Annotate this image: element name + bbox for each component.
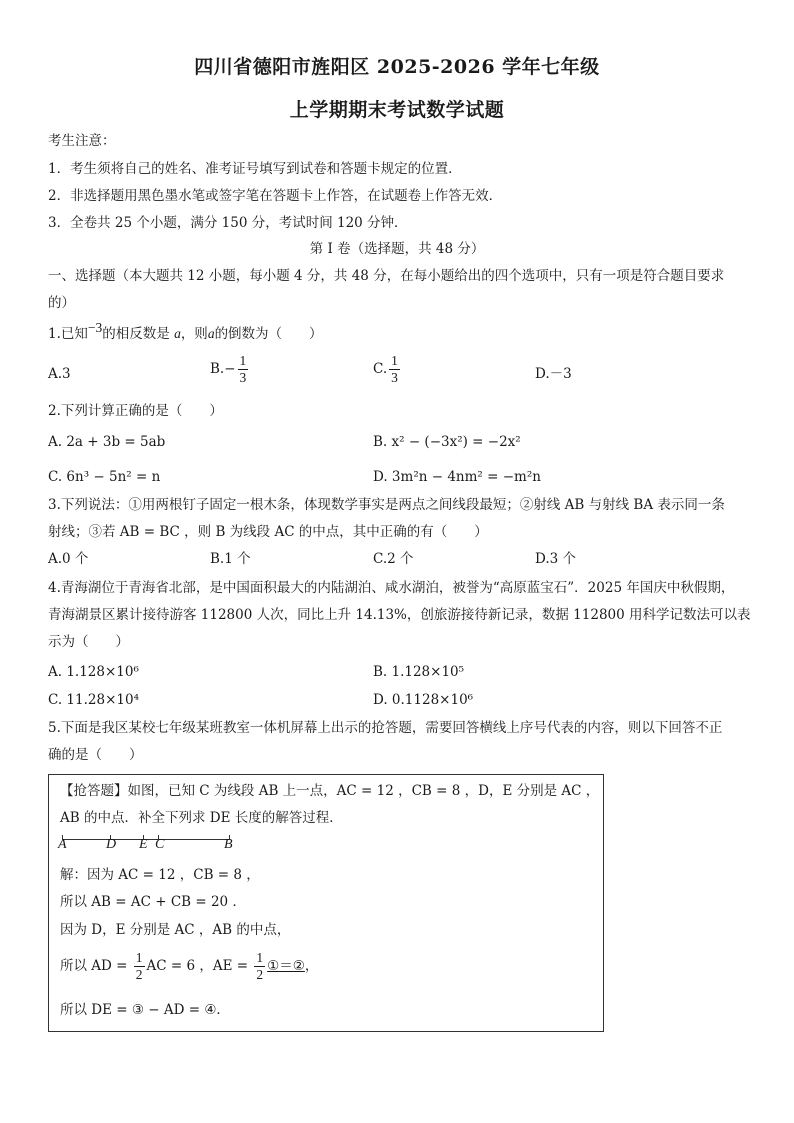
exam-title-line1: 四川省德阳市旌阳区 2025-2026 学年七年级 xyxy=(194,56,600,78)
q3-stem-line2: 射线；③若 AB = BC ，则 B 为线段 AC 的中点，其中正确的有（ ） xyxy=(48,524,488,540)
box-question-line1: 【抢答题】如图，已知 C 为线段 AB 上一点，AC = 12 ，CB = 8 ，D，E 分别是 AC ， xyxy=(60,783,600,799)
q1-var-a2: a xyxy=(207,326,215,341)
q4-stem-line3: 示为（ ） xyxy=(48,634,129,650)
q3-option-b: B.1 个 xyxy=(210,551,251,567)
part1-heading: 第 I 卷（选择题，共 48 分） xyxy=(309,241,485,257)
point-d-label: D xyxy=(106,837,117,852)
q1-option-b-fraction xyxy=(238,353,249,386)
q4-stem-line2: 青海湖景区累计接待游客 112800 人次，同比上升 14.13%，创旅游接待新记录，数据 112800 用科学记数法可以表 xyxy=(48,607,751,623)
notes-heading: 考生注意： xyxy=(48,133,116,149)
q5-stem-line1: 5.下面是我区某校七年级某班教室一体机屏幕上出示的抢答题，需要回答横线上序号代表的内容，则以下回答不正 xyxy=(48,720,723,736)
q1-stem xyxy=(48,320,323,344)
section-instructions-line2: 的） xyxy=(48,295,75,311)
q2-option-a: A. 2a + 3b = 5ab xyxy=(48,434,166,450)
q1-option-b xyxy=(210,353,250,386)
q4-option-b: B. 1.128×10⁵ xyxy=(373,664,465,680)
q3-option-a: A.0 个 xyxy=(48,551,89,567)
q1-stem-mid2: ，则 xyxy=(180,326,208,342)
point-b-label: B xyxy=(224,837,233,852)
solution-line4-end: ， xyxy=(304,958,319,974)
q5-stem-line2: 确的是（ ） xyxy=(48,747,143,763)
q2-stem: 2.下列计算正确的是（ ） xyxy=(48,403,223,419)
q2-option-c: C. 6n³ − 5n² = n xyxy=(48,469,161,485)
q4-stem-line1: 4.青海湖位于青海省北部，是中国面积最大的内陆湖泊、咸水湖泊，被誉为“高原蓝宝石”．2025 年国庆中秋假期， xyxy=(48,580,735,596)
q3-option-c: C.2 个 xyxy=(373,551,414,567)
q1-option-b-sign: − xyxy=(224,361,236,377)
point-c-label: C xyxy=(155,837,165,852)
q1-var-a: a xyxy=(174,326,181,341)
q1-option-c-fraction xyxy=(389,353,400,386)
solution-line3: 因为 D，E 分别是 AC ，AB 的中点， xyxy=(60,922,291,938)
q1-b-numerator: 1 xyxy=(239,353,247,368)
q1-option-c-label: C. xyxy=(373,361,388,377)
note-item-3: 3．全卷共 25 个小题，满分 150 分，考试时间 120 分钟． xyxy=(48,215,408,231)
q1-stem-end: 的倒数为（ ） xyxy=(214,326,323,342)
q4-option-c: C. 11.28×10⁴ xyxy=(48,692,139,708)
blanks-1-2: ①＝② xyxy=(267,958,305,974)
half-fraction-2 xyxy=(254,950,265,983)
q1-number: −3 xyxy=(87,320,103,335)
q1-c-numerator: 1 xyxy=(391,353,398,368)
q1-option-b-label: B. xyxy=(210,361,225,377)
point-a-label: A xyxy=(58,837,67,852)
q2-option-b: B. x² − (−3x²) = −2x² xyxy=(373,434,521,450)
half-1-numerator: 1 xyxy=(135,950,143,965)
q1-stem-mid: 的相反数是 xyxy=(102,326,170,342)
section-instructions-line1: 一、选择题（本大题共 12 小题，每小题 4 分，共 48 分，在每小题给出的四个选项中，只有一项是符合题目要求 xyxy=(48,268,725,284)
note-item-1: 1．考生须将自己的姓名、准考证号填写到试卷和答题卡规定的位置． xyxy=(48,161,462,177)
half-2-numerator: 1 xyxy=(256,950,264,965)
solution-line4-mid: AC = 6 ，AE = xyxy=(146,958,249,974)
q1-stem-pre: 1.已知 xyxy=(48,326,88,342)
note-item-2: 2．非选择题用黑色墨水笔或签字笔在答题卡上作答，在试题卷上作答无效． xyxy=(48,188,503,204)
half-1-denominator: 2 xyxy=(135,967,143,982)
solution-line5: 所以 DE = ③ − AD = ④． xyxy=(60,1002,230,1018)
q4-option-d: D. 0.1128×10⁶ xyxy=(373,692,474,708)
q1-c-denominator: 3 xyxy=(391,370,398,385)
q3-stem-line1: 3.下列说法：①用两根钉子固定一根木条，体现数学事实是两点之间线段最短；②射线 AB 与射线 BA 表示同一条 xyxy=(48,497,725,513)
q1-option-c xyxy=(373,353,402,386)
q2-option-d: D. 3m²n − 4nm² = −m²n xyxy=(373,469,541,485)
solution-line1: 解：因为 AC = 12 ，CB = 8 ， xyxy=(60,867,260,883)
q1-b-denominator: 3 xyxy=(239,370,247,385)
solution-line2: 所以 AB = AC + CB = 20 ． xyxy=(60,894,246,910)
q4-option-a: A. 1.128×10⁶ xyxy=(48,664,139,680)
solution-line4 xyxy=(60,950,318,983)
exam-title-line2: 上学期期末考试数学试题 xyxy=(289,99,505,121)
q1-option-d: D.－3 xyxy=(535,366,572,382)
box-question-line2: AB 的中点．补全下列求 DE 长度的解答过程． xyxy=(60,810,343,826)
half-2-denominator: 2 xyxy=(256,967,264,982)
q1-option-a: A.3 xyxy=(48,366,71,382)
solution-line4-pre: 所以 AD = xyxy=(60,958,128,974)
half-fraction-1 xyxy=(134,950,145,983)
q3-option-d: D.3 个 xyxy=(535,551,577,567)
point-e-label: E xyxy=(139,837,148,852)
